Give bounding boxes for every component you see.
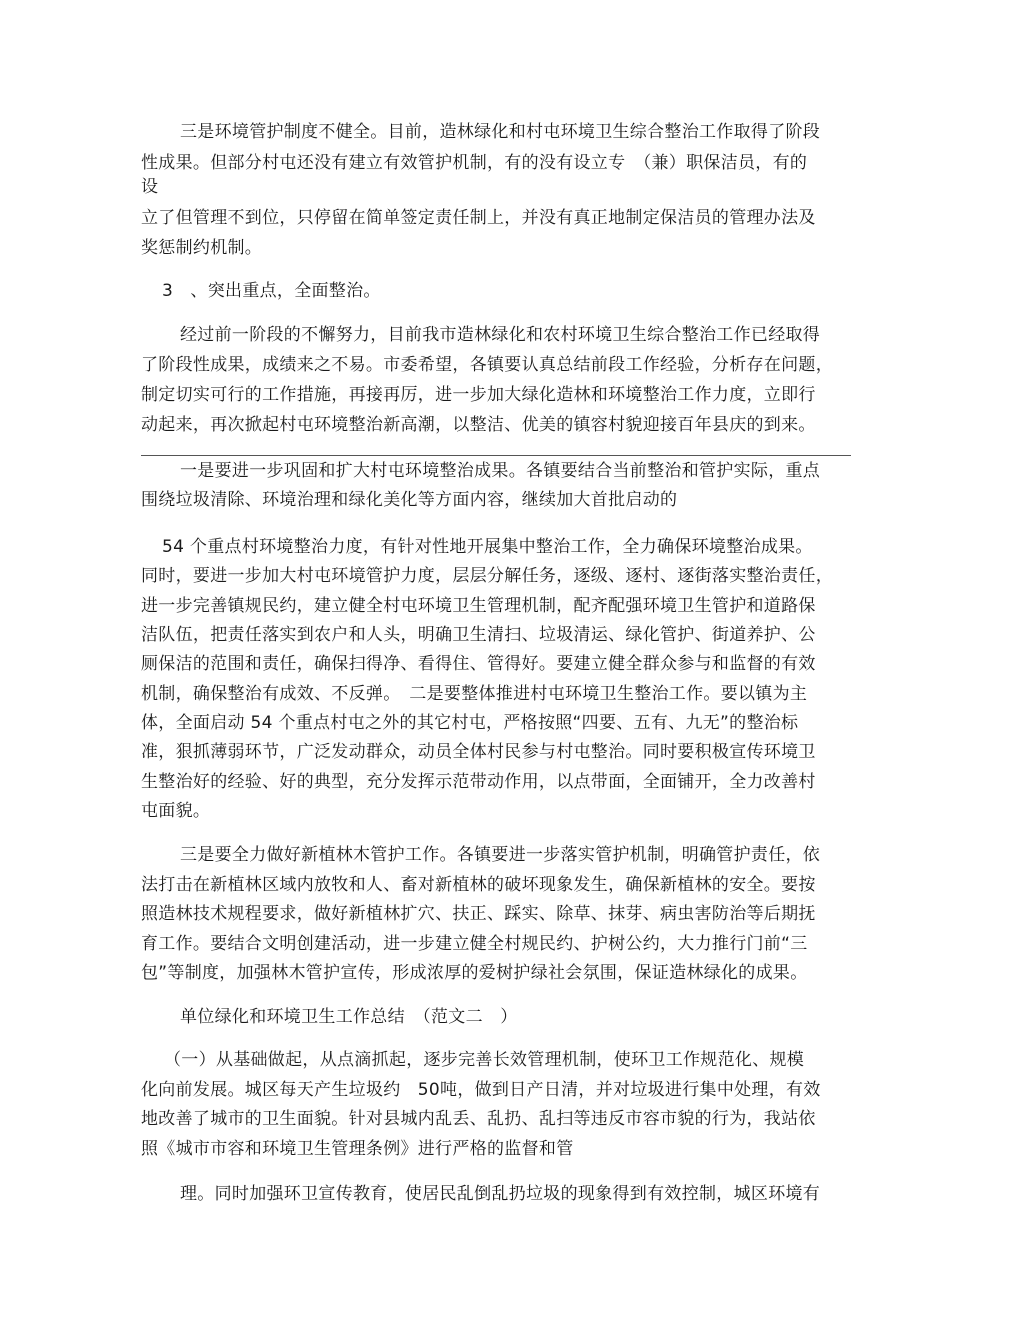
text-line: 机制，确保整治有成效、不反弹。 二是要整体推进村屯环境卫生整治工作。要以镇为主 (141, 684, 808, 704)
text-line: （一）从基础做起，从点滴抓起，逐步完善长效管理机制，使环卫工作规范化、规模 (164, 1050, 805, 1070)
text-line: 54 个重点村环境整治力度，有针对性地开展集中整治工作，全力确保环境整治成果。 (162, 537, 813, 557)
text-line: 三是环境管护制度不健全。目前，造林绿化和村屯环境卫生综合整治工作取得了阶段 (180, 122, 821, 142)
text-line: 一是要进一步巩固和扩大村屯环境整治成果。各镇要结合当前整治和管护实际，重点 (180, 461, 821, 481)
text-line: 奖惩制约机制。 (141, 238, 263, 258)
text-line: 围绕垃圾清除、环境治理和绿化美化等方面内容，继续加大首批启动的 (141, 490, 678, 510)
text-line: 设 (141, 177, 159, 197)
text-line: 立了但管理不到位，只停留在简单签定责任制上，并没有真正地制定保洁员的管理办法及 (141, 208, 816, 228)
text-line: 性成果。但部分村屯还没有建立有效管护机制，有的没有设立专 （兼）职保洁员，有的 (141, 153, 808, 173)
text-line: 法打击在新植林区域内放牧和人、畜对新植林的破坏现象发生，确保新植林的安全。要按 (141, 875, 816, 895)
text-line: 照造林技术规程要求，做好新植林扩穴、扶正、踩实、除草、抹芽、病虫害防治等后期抚 (141, 904, 816, 924)
text-line: 生整治好的经验、好的典型，充分发挥示范带动作用，以点带面，全面铺开，全力改善村 (141, 772, 816, 792)
text-line: 包”等制度，加强林木管护宣传，形成浓厚的爱树护绿社会氛围，保证造林绿化的成果。 (141, 963, 808, 983)
text-line: 三是要全力做好新植林木管护工作。各镇要进一步落实管护机制，明确管护责任，依 (180, 845, 821, 865)
text-line: 地改善了城市的卫生面貌。针对县城内乱丢、乱扔、乱扫等违反市容市貌的行为，我站依 (141, 1109, 816, 1129)
text-line: 化向前发展。城区每天产生垃圾约 50吨，做到日产日清，并对垃圾进行集中处理，有效 (141, 1080, 821, 1100)
text-line: 制定切实可行的工作措施，再接再厉，进一步加大绿化造林和环境整治工作力度，立即行 (141, 385, 816, 405)
section-heading: 3 、突出重点，全面整治。 (162, 281, 381, 301)
text-line: 同时，要进一步加大村屯环境管护力度，层层分解任务，逐级、逐村、逐街落实整治责任， (141, 566, 833, 586)
text-line: 理。同时加强环卫宣传教育，使居民乱倒乱扔垃圾的现象得到有效控制，城区环境有 (180, 1184, 821, 1204)
text-line: 动起来，再次掀起村屯环境整治新高潮，以整洁、优美的镇容村貌迎接百年县庆的到来。 (141, 415, 816, 435)
text-line: 育工作。要结合文明创建活动，进一步建立健全村规民约、护树公约，大力推行门前“三 (141, 934, 808, 954)
section-title: 单位绿化和环境卫生工作总结 （范文二 ） (180, 1007, 518, 1027)
text-line: 经过前一阶段的不懈努力，目前我市造林绿化和农村环境卫生综合整治工作已经取得 (180, 325, 821, 345)
text-line: 洁队伍，把责任落实到农户和人头，明确卫生清扫、垃圾清运、绿化管护、街道养护、公 (141, 625, 816, 645)
text-line: 准，狠抓薄弱环节，广泛发动群众，动员全体村民参与村屯整治。同时要积极宣传环境卫 (141, 742, 816, 762)
text-line: 体，全面启动 54 个重点村屯之外的其它村屯，严格按照“四要、五有、九无”的整治标 (141, 713, 799, 733)
text-line: 进一步完善镇规民约，建立健全村屯环境卫生管理机制，配齐配强环境卫生管护和道路保 (141, 596, 816, 616)
text-line: 了阶段性成果，成绩来之不易。市委希望，各镇要认真总结前段工作经验，分析存在问题， (141, 355, 833, 375)
text-line: 照《城市市容和环境卫生管理条例》进行严格的监督和管 (141, 1139, 574, 1159)
text-line: 厕保洁的范围和责任，确保扫得净、看得住、管得好。要建立健全群众参与和监督的有效 (141, 654, 816, 674)
text-line: 屯面貌。 (141, 801, 211, 821)
horizontal-rule (141, 455, 851, 456)
